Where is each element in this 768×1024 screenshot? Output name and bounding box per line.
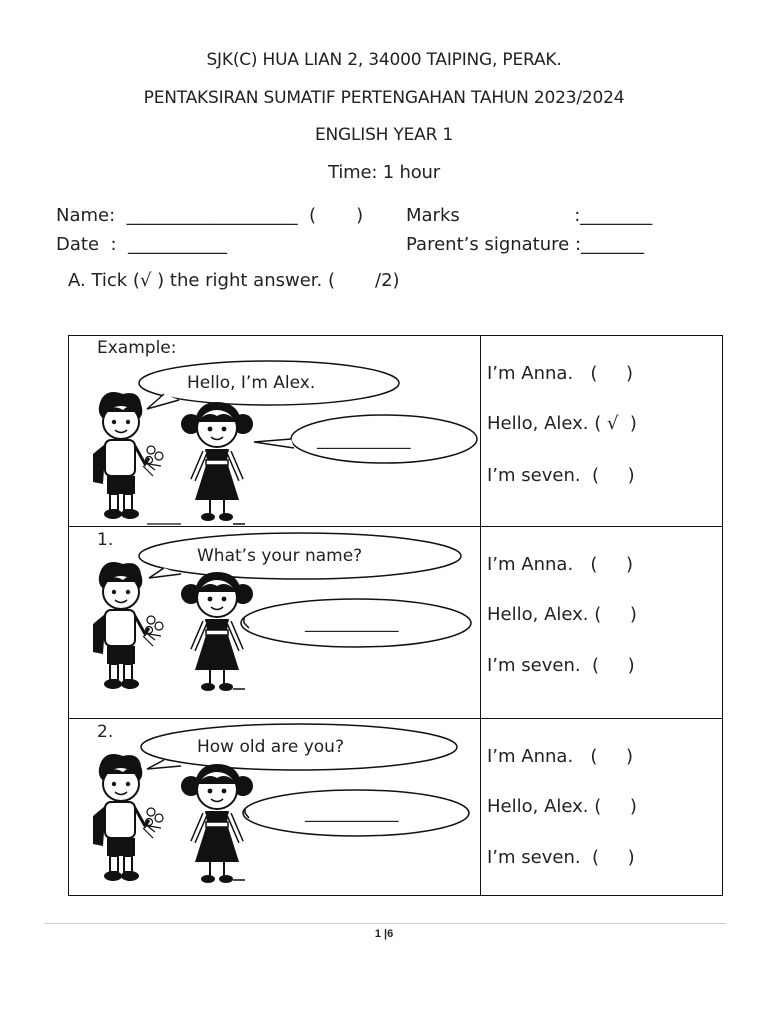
exam-title: PENTAKSIRAN SUMATIF PERTENGAHAN TAHUN 2023/2024	[143, 88, 625, 108]
date-field: Date : ___________	[56, 234, 227, 255]
option-text: I’m Anna. ( )	[487, 363, 633, 384]
example-label: Example:	[97, 338, 177, 358]
option-text: I’m Anna. ( )	[487, 746, 633, 767]
girl-speech-blank: ___________	[305, 613, 399, 633]
option-text: I’m seven. ( )	[487, 655, 635, 676]
girl-speech-blank: ___________	[317, 430, 411, 450]
option-text: Hello, Alex. ( )	[487, 796, 637, 817]
boy-illustration	[93, 392, 163, 519]
name-field: Name: ___________________ ( )	[56, 205, 364, 226]
girl-speech-blank: ___________	[305, 803, 399, 823]
boy-speech-text: Hello, I’m Alex.	[187, 373, 316, 393]
option-text: I’m Anna. ( )	[487, 554, 633, 575]
option-text: I’m seven. ( )	[487, 847, 635, 868]
question-number: 2.	[97, 722, 114, 742]
marks-field: Marks :________	[406, 205, 653, 226]
option-text: Hello, Alex. ( )	[487, 604, 637, 625]
footer-divider	[44, 923, 726, 924]
option-text: Hello, Alex. ( √ )	[487, 413, 637, 434]
subject-title: ENGLISH YEAR 1	[314, 125, 454, 145]
boy-speech-text: How old are you?	[197, 737, 344, 757]
question-table	[68, 335, 723, 896]
boy-illustration	[93, 754, 163, 881]
section-a-instruction: A. Tick (√ ) the right answer. ( /2)	[68, 270, 400, 291]
girl-illustration	[181, 572, 253, 691]
girl-illustration	[181, 402, 253, 521]
question-number: 1.	[97, 530, 114, 550]
time-allowed: Time: 1 hour	[328, 162, 440, 183]
option-text: I’m seven. ( )	[487, 465, 635, 486]
page-number: 1 |6	[374, 928, 394, 940]
parent-signature-field: Parent’s signature :_______	[406, 234, 645, 255]
school-name: SJK(C) HUA LIAN 2, 34000 TAIPING, PERAK.	[206, 50, 562, 70]
boy-illustration	[93, 562, 163, 689]
boy-speech-text: What’s your name?	[197, 546, 363, 566]
girl-illustration	[181, 764, 253, 883]
